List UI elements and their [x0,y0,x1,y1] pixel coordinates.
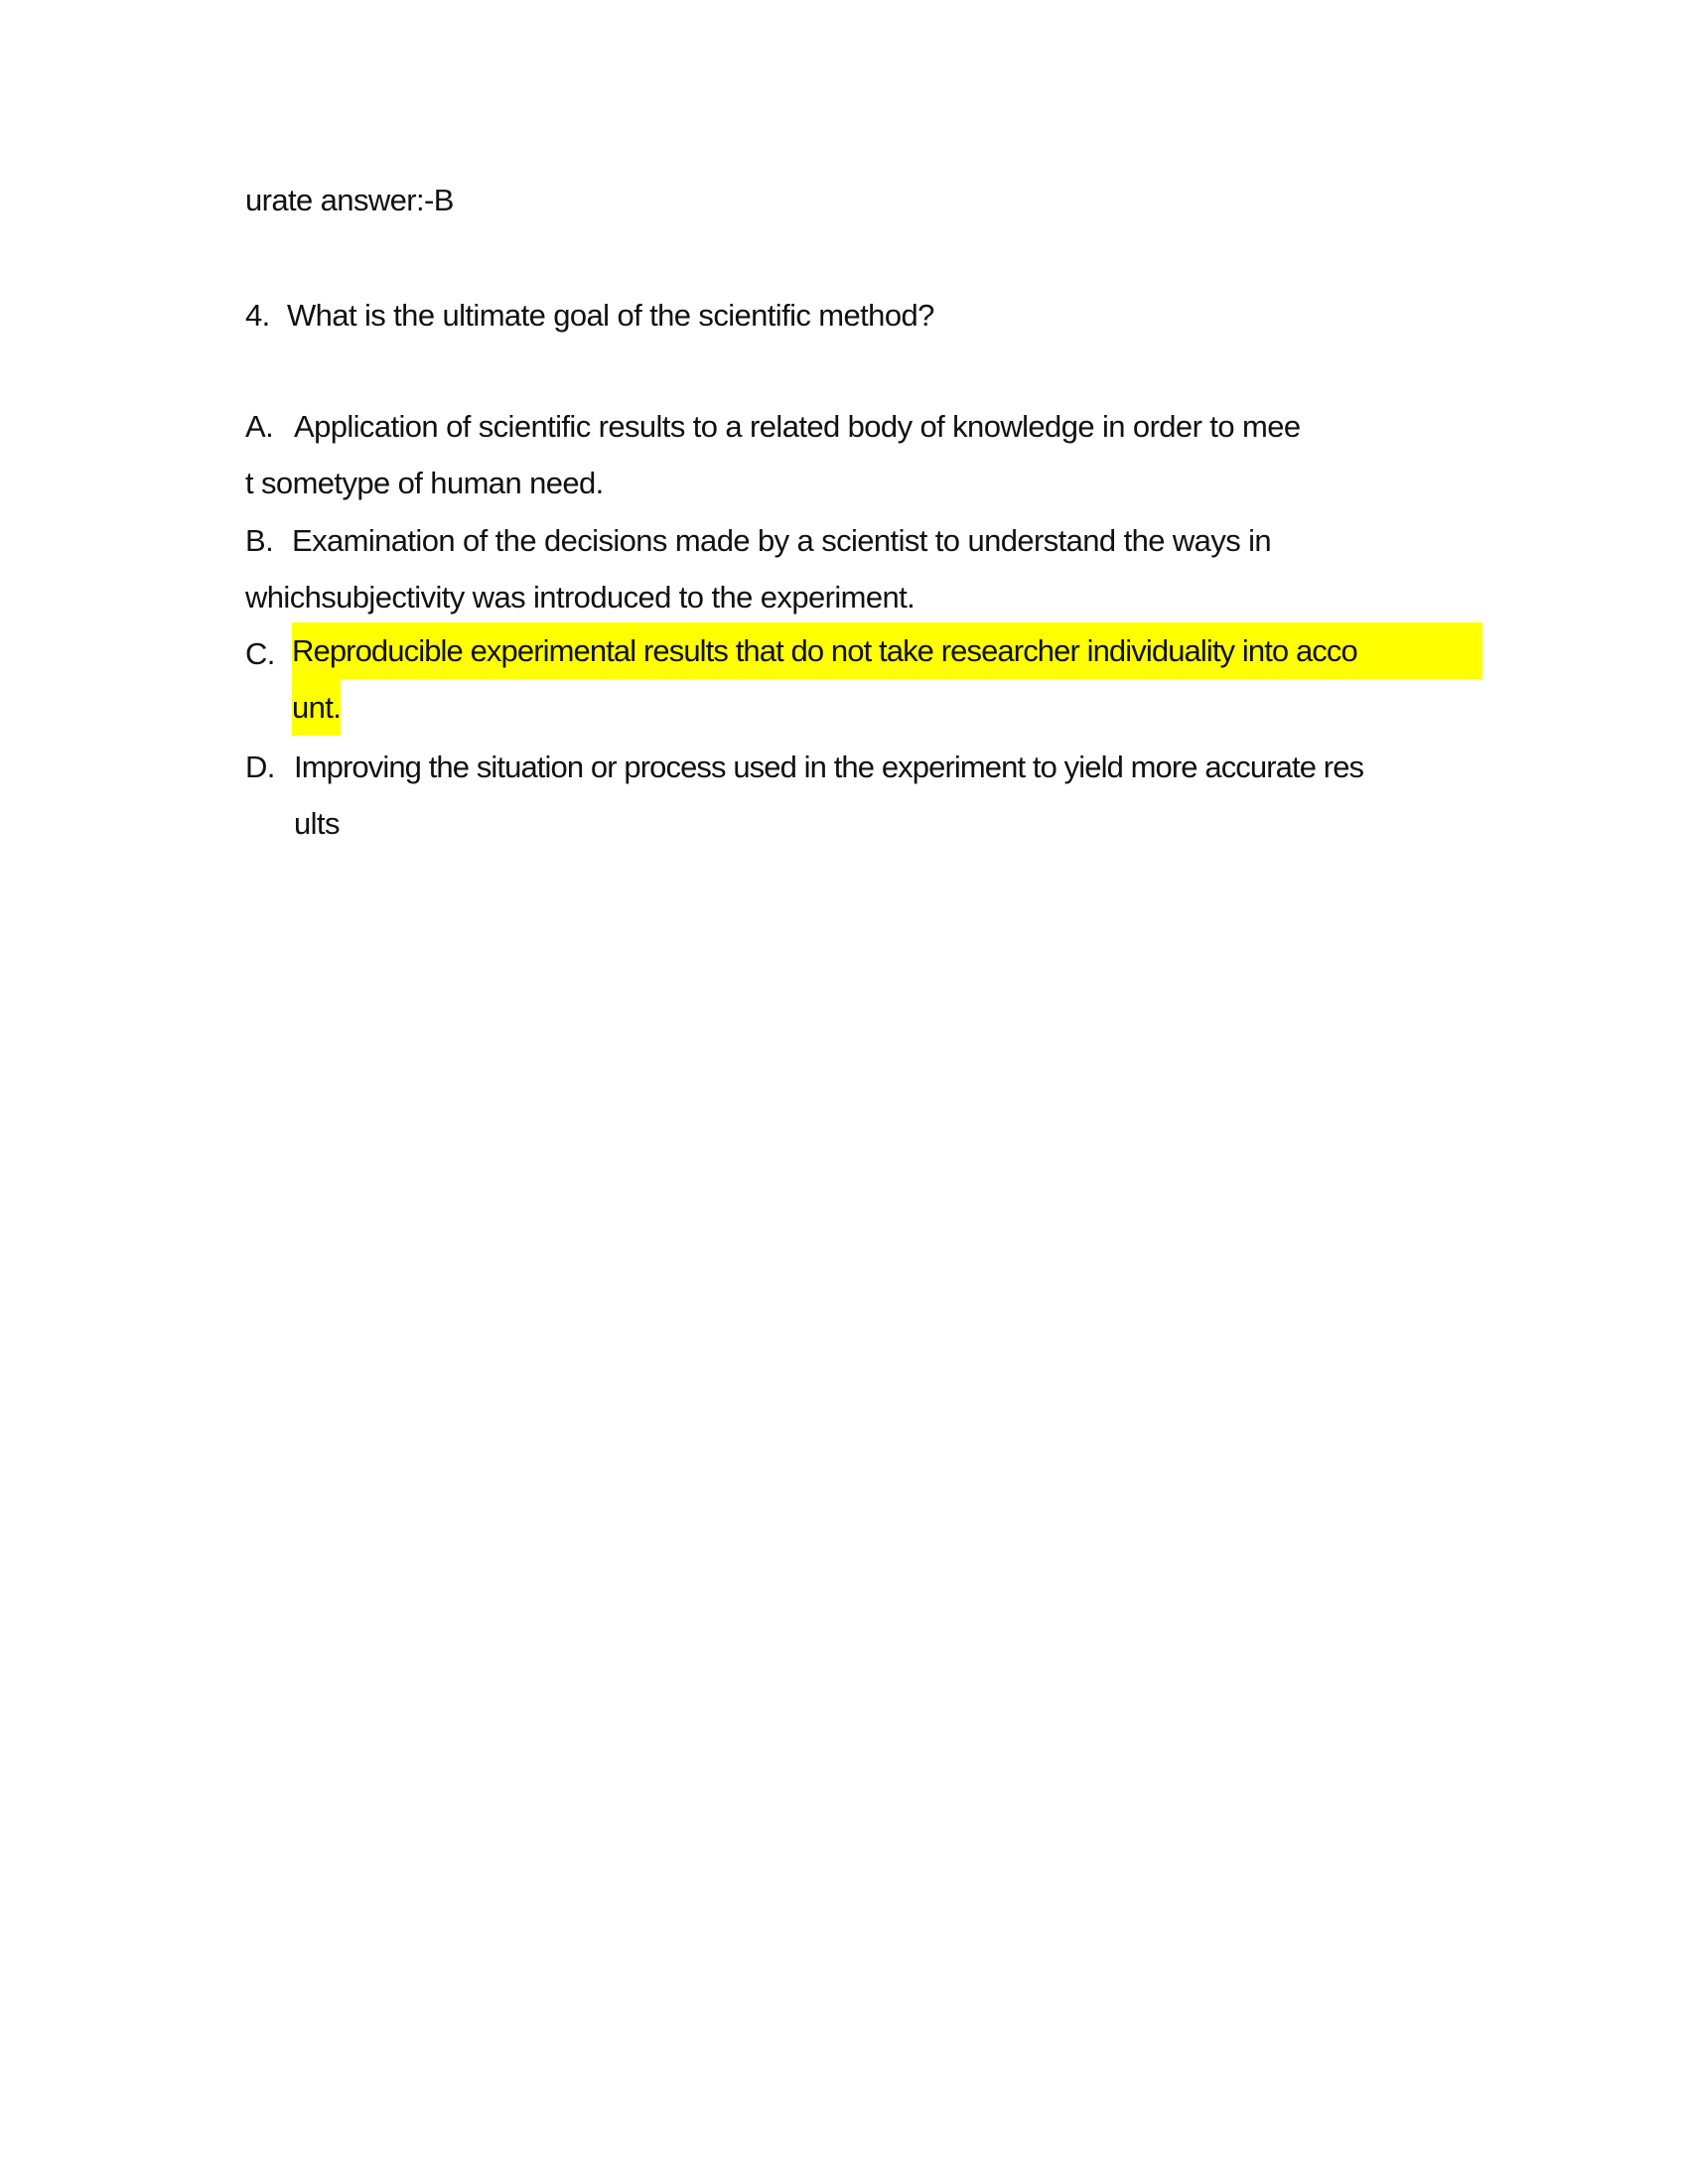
option-d-label: D. [245,750,275,784]
option-b-text-line1: Examination of the decisions made by a scientist to understand the ways in [292,523,1272,558]
option-b-label: B. [245,523,274,558]
previous-answer: urate answer:-B [245,183,454,217]
question-number: 4. [245,298,270,333]
option-d-text-line2: ults [294,806,340,841]
question-text: What is the ultimate goal of the scientific method? [287,298,934,333]
option-c-text-line2-highlighted: unt. [292,679,341,736]
option-a-text-line1: Application of scientific results to a related body of knowledge in order to mee [294,409,1301,444]
option-a-label: A. [245,409,274,444]
option-b-text-line2: whichsubjectivity was introduced to the experiment. [245,580,915,614]
option-c-text-line1-highlighted: Reproducible experimental results that do not take researcher individuality into acco [292,622,1482,679]
option-c-label: C. [245,636,275,671]
option-d-text-line1: Improving the situation or process used in the experiment to yield more accurate res [294,750,1364,784]
option-a-text-line2: t sometype of human need. [245,466,604,500]
